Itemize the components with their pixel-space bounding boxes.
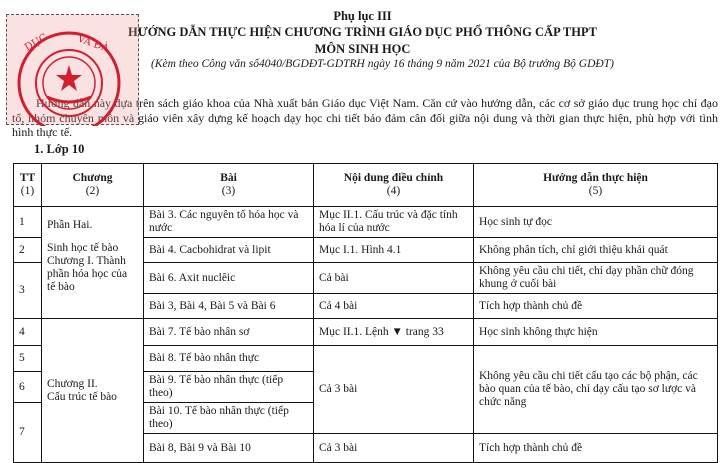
noidung-cell: Cả bài (314, 263, 474, 294)
appendix-label: Phụ lục III (333, 9, 392, 23)
noidung-cell: Cả 3 bài (314, 346, 474, 434)
svg-text:VÀ ĐÀ: VÀ ĐÀ (75, 33, 111, 55)
tt-cell: 2 (14, 238, 42, 263)
tt-cell: 6 (14, 372, 42, 403)
document-title: HƯỚNG DẪN THỰC HIỆN CHƯƠNG TRÌNH GIÁO DỤC PHỔ THÔNG CẤP THPT (128, 25, 597, 39)
document-subtitle: (Kèm theo Công văn số4040/BGDĐT-GDTRH ngày 16 tháng 9 năm 2021 của Bộ trưởng Bộ GDĐT) (151, 58, 614, 70)
header-noi-dung: Nội dung điều chỉnh (4) (314, 164, 474, 207)
noidung-cell: Cả 3 bài (314, 434, 474, 463)
huongdan-cell: Học sinh tự đọc (474, 207, 718, 238)
huongdan-cell: Không yêu cầu chi tiết, chỉ dạy phần chữ đóng khung ở cuối bài (474, 263, 718, 294)
tt-cell: 7 (14, 403, 42, 463)
noidung-cell: Mục II.1. Lệnh ▼ trang 33 (314, 319, 474, 346)
svg-text:DỤC: DỤC (23, 32, 50, 54)
noidung-cell: Cả 4 bài (314, 294, 474, 319)
huongdan-cell: Không yêu cầu chi tiết cấu tạo các bộ phận, các bào quan của tế bào, chỉ dạy cấu tạo sơ lược và chức năng (474, 346, 718, 434)
huongdan-cell: Học sinh không thực hiện (474, 319, 718, 346)
table-header-row (14, 164, 718, 207)
noidung-cell: Mục II.1. Cấu trúc và đặc tính hóa lí của nước (314, 207, 474, 238)
chapter-cell (42, 319, 144, 463)
chapter-section: Sinh học tế bào (47, 242, 119, 254)
chapter-cell (42, 207, 144, 319)
chapter-name: Chương I. Thành phần hóa học của tế bào (47, 255, 128, 293)
huongdan-cell: Không phân tích, chỉ giới thiệu khái quát (474, 238, 718, 263)
bai-cell: Bài 3. Các nguyên tố hóa học và nước (144, 207, 314, 238)
header-tt: TT (1) (14, 164, 42, 207)
tt-cell: 3 (14, 263, 42, 319)
huongdan-cell: Tích hợp thành chủ đề (474, 294, 718, 319)
tt-cell: 4 (14, 319, 42, 346)
bai-cell: Bài 7. Tế bào nhân sơ (144, 319, 314, 346)
section-title: 1. Lớp 10 (34, 142, 85, 156)
curriculum-table (13, 163, 718, 463)
bai-cell: Bài 8. Tế bào nhân thực (144, 346, 314, 372)
bai-cell: Bài 9. Tế bào nhân thực (tiếp theo) (144, 372, 314, 403)
bai-cell: Bài 3, Bài 4, Bài 5 và Bài 6 (144, 294, 314, 319)
chapter-part: Chương II. (47, 377, 98, 390)
tt-cell: 1 (14, 207, 42, 238)
chapter-part: Phần Hai. (47, 219, 93, 231)
bai-cell: Bài 4. Cacbohidrat và lipit (144, 238, 314, 263)
header-huong-dan: Hướng dẫn thực hiện (5) (474, 164, 718, 207)
bai-cell: Bài 6. Axit nuclêic (144, 263, 314, 294)
huongdan-cell: Tích hợp thành chủ đề (474, 434, 718, 463)
tt-cell: 5 (14, 346, 42, 372)
header-chuong: Chương (2) (42, 164, 144, 207)
intro-paragraph: Hướng dẫn này dựa trên sách giáo khoa của Nhà xuất bản Giáo dục Việt Nam. Căn cứ vào hướng dẫn, các cơ sở giáo dục trung học chỉ đạo tổ, nhóm chuyên môn và giáo viên xây dựng kế hoạch dạy học chi tiết bảo đảm cân đối giữa nội dung và thời gian thực hiện, phù hợp với tình hình thực tế. (12, 96, 718, 139)
noidung-cell: Mục I.1. Hình 4.1 (314, 238, 474, 263)
header-bai: Bài (3) (144, 164, 314, 207)
subject-title: MÔN SINH HỌC (314, 42, 411, 56)
bai-cell: Bài 10. Tế bào nhân thực (tiếp theo) (144, 403, 314, 434)
bai-cell: Bài 8, Bài 9 và Bài 10 (144, 434, 314, 463)
chapter-name: Cấu trúc tế bào (47, 390, 117, 403)
table-row (14, 319, 718, 346)
table-row (14, 207, 718, 238)
